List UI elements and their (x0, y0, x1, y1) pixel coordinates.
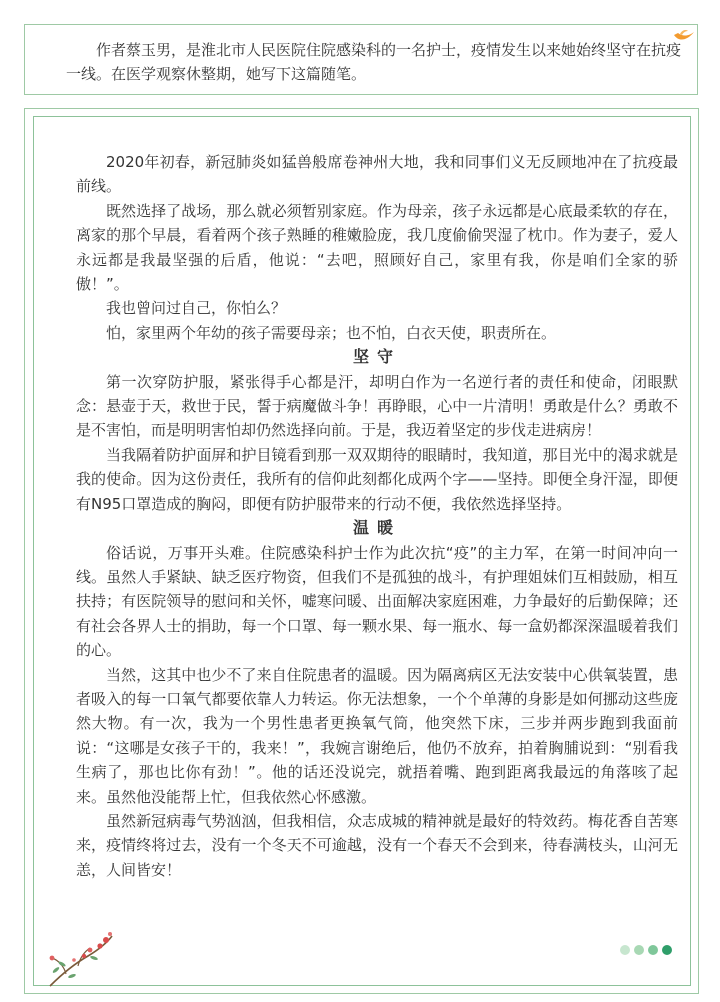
paragraph: 当我隔着防护面屏和护目镜看到那一双双期待的眼睛时，我知道，那目光中的渴求就是我的使命。因为这份责任，我所有的信仰此刻都化成两个字——坚持。即便全身汗湿，即便有N95口罩造成的胸闷，即便有防护服带来的行动不便，我依然选择坚持。 (76, 445, 678, 513)
article-body (76, 150, 678, 882)
paragraph: 既然选择了战场，那么就必须暂别家庭。作为母亲，孩子永远都是心底最柔软的存在，离家的那个早晨，看着两个孩子熟睡的稚嫩脸庞，我几度偷偷哭湿了枕巾。作为妻子，爱人永远都是我最坚强的后盾，他说：“去吧，照顾好自己，家里有我，你是咱们全家的骄傲！”。 (76, 201, 678, 294)
paragraph: 我也曾问过自己，你怕么？ (106, 299, 287, 318)
paragraph: 怕，家里两个年幼的孩子需要母亲；也不怕，白衣天使，职责所在。 (106, 323, 557, 342)
bird-icon (673, 29, 695, 43)
paragraph: 2020年初春，新冠肺炎如猛兽般席卷神州大地，我和同事们义无反顾地冲在了抗疫最前线。 (76, 153, 678, 196)
section-heading-persist: 坚守 (352, 347, 401, 367)
dot (648, 945, 658, 955)
section-heading-warmth: 温暖 (352, 518, 401, 538)
page-dots (620, 945, 672, 955)
plum-blossom-icon (44, 930, 116, 988)
dot (620, 945, 630, 955)
dot (662, 945, 672, 955)
paragraph: 第一次穿防护服，紧张得手心都是汗，却明白作为一名逆行者的责任和使命，闭眼默念：悬壶于天，救世于民，誓于病魔做斗争！再睁眼，心中一片清明！勇敢是什么？勇敢不是不害怕，而是明明害怕却仍然选择向前。于是，我迈着坚定的步伐走进病房！ (76, 372, 678, 440)
intro-box (24, 24, 698, 95)
intro-text: 作者蔡玉男，是淮北市人民医院住院感染科的一名护士，疫情发生以来她始终坚守在抗疫一线。在医学观察休整期，她写下这篇随笔。 (66, 41, 682, 83)
dot (634, 945, 644, 955)
paragraph: 俗话说，万事开头难。住院感染科护士作为此次抗“疫”的主力军，在第一时间冲向一线。虽然人手紧缺、缺乏医疗物资，但我们不是孤独的战斗，有护理姐妹们互相鼓励，相互扶持；有医院领导的慰问和关怀，嘘寒问暖、出面解决家庭困难，力争最好的后勤保障；还有社会各界人士的捐助，每一个口罩、每一颗水果、每一瓶水、每一盒奶都深深温暖着我们的心。 (76, 543, 678, 660)
paragraph: 虽然新冠病毒气势汹汹，但我相信，众志成城的精神就是最好的特效药。梅花香自苦寒来，疫情终将过去，没有一个冬天不可逾越，没有一个春天不会到来，待春满枝头，山河无恙，人间皆安！ (76, 811, 678, 879)
paragraph: 当然，这其中也少不了来自住院患者的温暖。因为隔离病区无法安装中心供氧装置，患者吸入的每一口氧气都要依靠人力转运。你无法想象，一个个单薄的身影是如何挪动这些庞然大物。有一次，我为一个男性患者更换氧气筒，他突然下床，三步并两步跑到我面前说：“这哪是女孩子干的，我来！”，我婉言谢绝后，他仍不放弃，拍着胸脯说到：“别看我生病了，那也比你有劲！”。他的话还没说完，就捂着嘴、跑到距离我最远的角落咳了起来。虽然他没能帮上忙，但我依然心怀感激。 (76, 665, 678, 806)
